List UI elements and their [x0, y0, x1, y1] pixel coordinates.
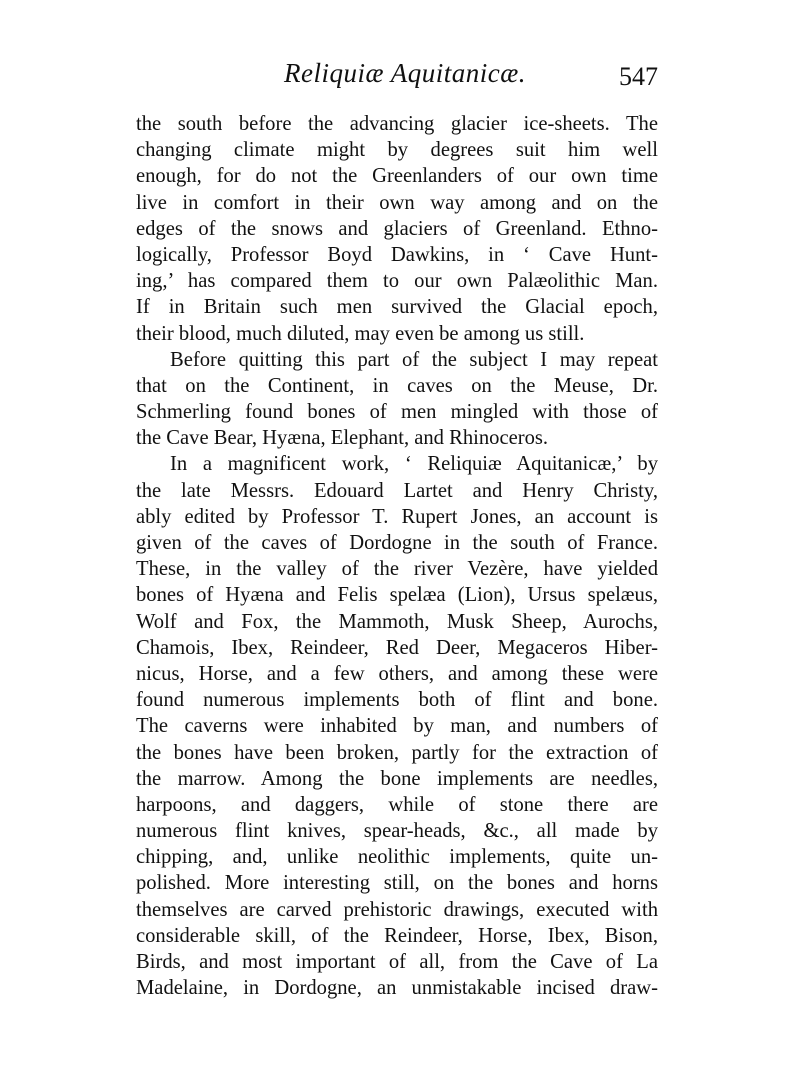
text-line: the late Messrs. Edouard Lartet and Henry Christy, — [136, 479, 658, 502]
text-line: bones of Hyæna and Felis spelæa (Lion), Ursus spelæus, — [136, 584, 658, 607]
text-line: the Cave Bear, Hyæna, Elephant, and Rhinoceros. — [136, 427, 549, 450]
text-line: edges of the snows and glaciers of Greenland. Ethno- — [136, 217, 658, 240]
text-line: enough, for do not the Greenlanders of our own time — [136, 165, 658, 188]
text-line: found numerous implements both of flint and bone. — [136, 689, 658, 712]
text-line: Before quitting this part of the subject I may repeat — [170, 348, 658, 371]
text-line: Wolf and Fox, the Mammoth, Musk Sheep, Aurochs, — [136, 610, 658, 633]
text-line: Madelaine, in Dordogne, an unmistakable incised draw- — [136, 977, 658, 1000]
text-line: In a magnificent work, ‘ Reliquiæ Aquitanicæ,’ by — [170, 453, 658, 476]
text-line: logically, Professor Boyd Dawkins, in ‘ Cave Hunt- — [136, 243, 658, 266]
text-line: chipping, and, unlike neolithic implements, quite un- — [136, 846, 658, 869]
text-line: given of the caves of Dordogne in the south of France. — [136, 532, 658, 554]
running-title: Reliquiæ Aquitanicæ. — [284, 58, 526, 88]
text-line: Chamois, Ibex, Reindeer, Red Deer, Megaceros Hiber- — [136, 636, 658, 659]
text-line: Schmerling found bones of men mingled with those of — [136, 401, 658, 424]
paragraph — [136, 111, 658, 347]
text-line: Birds, and most important of all, from the Cave of La — [136, 951, 658, 973]
text-line: harpoons, and daggers, while of stone there are — [136, 793, 658, 816]
page-header — [136, 58, 658, 98]
text-line: nicus, Horse, and a few others, and among these were — [136, 662, 658, 685]
text-line: the south before the advancing glacier ice-sheets. The — [136, 113, 658, 135]
text-line: their blood, much diluted, may even be among us still. — [136, 322, 585, 345]
text-line: live in comfort in their own way among and on the — [136, 191, 658, 214]
text-line: These, in the valley of the river Vezère, have yielded — [136, 558, 658, 581]
text-line: ably edited by Professor T. Rupert Jones, an account is — [136, 505, 658, 528]
text-line: considerable skill, of the Reindeer, Horse, Ibex, Bison, — [136, 924, 658, 947]
text-line: polished. More interesting still, on the bones and horns — [136, 872, 658, 895]
text-line: the marrow. Among the bone implements are needles, — [136, 767, 658, 790]
body-text — [136, 111, 658, 1001]
text-line: the bones have been broken, partly for the extraction of — [136, 741, 658, 764]
text-line: ing,’ has compared them to our own Palæolithic Man. — [136, 270, 658, 293]
text-line: that on the Continent, in caves on the Meuse, Dr. — [136, 374, 658, 397]
text-line: numerous flint knives, spear-heads, &c., all made by — [136, 820, 658, 843]
text-line: changing climate might by degrees suit him well — [136, 139, 658, 162]
text-line: themselves are carved prehistoric drawings, executed with — [136, 898, 658, 921]
text-line: If in Britain such men survived the Glacial epoch, — [136, 296, 658, 319]
text-line: The caverns were inhabited by man, and numbers of — [136, 715, 658, 738]
paragraph — [136, 451, 658, 1001]
paragraph — [136, 347, 658, 452]
page-number: 547 — [619, 62, 658, 91]
